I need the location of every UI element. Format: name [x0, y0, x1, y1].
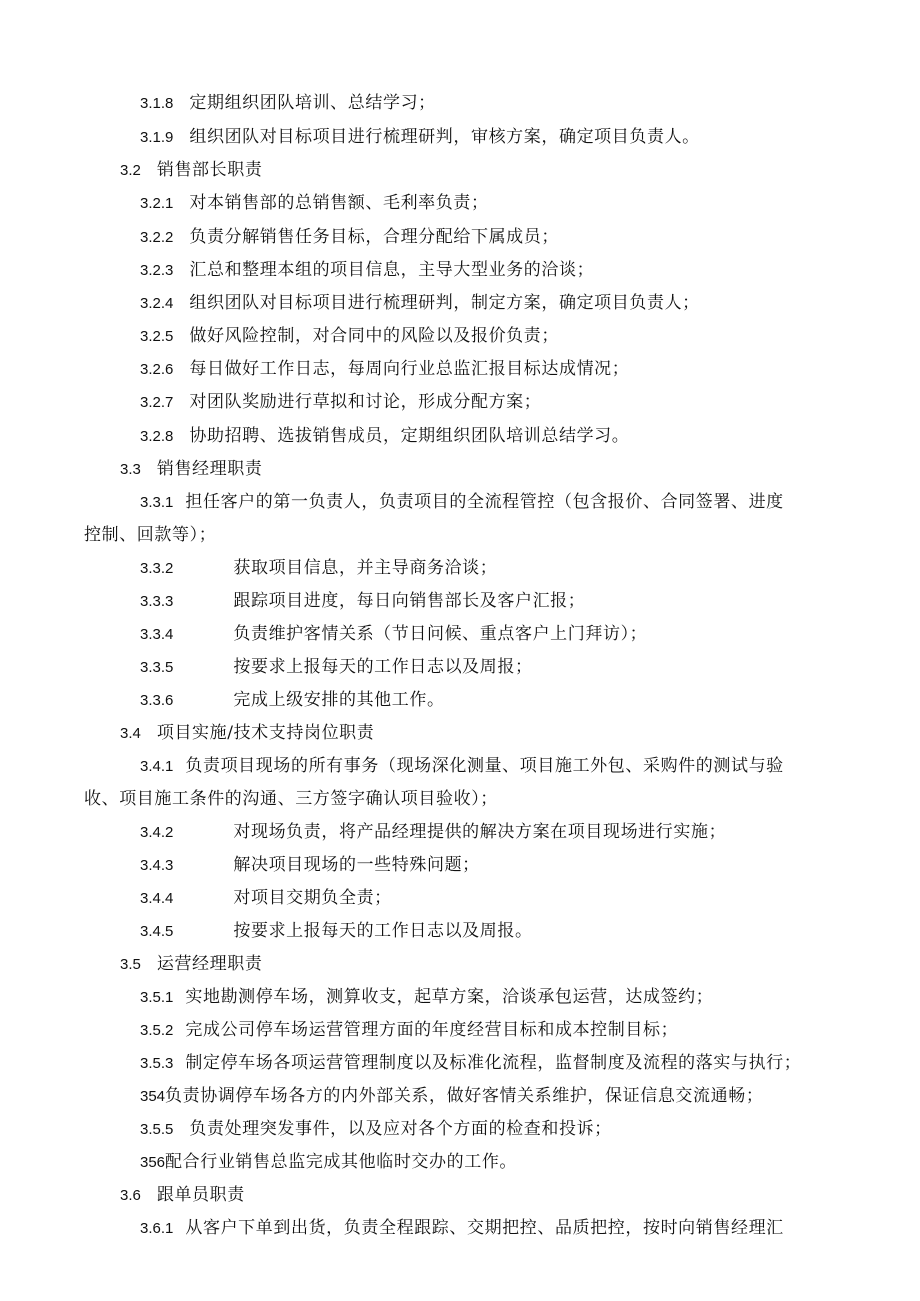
clause-3-4-1-continuation: [84, 788, 498, 810]
clause-3-5-1: [140, 986, 713, 1009]
clause-number: 3.4.2: [140, 824, 174, 841]
clause-3-2-3: [140, 259, 594, 282]
clause-3-5-3: [140, 1052, 801, 1075]
clause-text: 负责项目现场的所有事务（现场深化测量、项目施工外包、采购件的测试与验: [185, 756, 784, 776]
clause-text: 从客户下单到出货，负责全程跟踪、交期把控、品质把控，按时向销售经理汇: [185, 1218, 784, 1238]
clause-3-4-3: [140, 854, 480, 877]
clause-3-2-2: [140, 226, 559, 249]
clause-text: 汇总和整理本组的项目信息，主导大型业务的洽谈；: [189, 260, 595, 280]
clause-3-6-1: [140, 1217, 784, 1240]
clause-text: 每日做好工作日志，每周向行业总监汇报目标达成情况；: [189, 359, 630, 379]
clause-text: 完成公司停车场运营管理方面的年度经营目标和成本控制目标；: [185, 1020, 679, 1040]
clause-text: 对本销售部的总销售额、毛利率负责；: [189, 193, 489, 213]
clause-number: 3.2.8: [140, 428, 174, 445]
clause-number: 3.2.6: [140, 361, 174, 378]
clause-text: 负责分解销售任务目标，合理分配给下属成员；: [189, 227, 559, 247]
clause-text: 完成上级安排的其他工作。: [233, 690, 445, 710]
clause-number: 3.5.3: [140, 1055, 174, 1072]
clause-3-3-5: [140, 656, 533, 679]
section-title: 运营经理职责: [156, 954, 263, 974]
clause-3-2-4: [140, 292, 700, 315]
section-title: 销售经理职责: [156, 459, 263, 479]
clause-text: 配合行业销售总监完成其他临时交办的工作。: [165, 1152, 518, 1172]
clause-number: 3.5.2: [140, 1022, 174, 1039]
clause-text: 获取项目信息，并主导商务洽谈；: [233, 558, 498, 578]
clause-3-2-6: [140, 358, 629, 381]
clause-number: 3.6.1: [140, 1220, 174, 1237]
clause-number: 3.3.6: [140, 692, 174, 709]
clause-3-3-3: [140, 590, 585, 613]
section-number: 3.2: [120, 162, 141, 179]
clause-number: 3.3.4: [140, 626, 174, 643]
clause-number: 356: [140, 1154, 166, 1171]
clause-number: 3.2.2: [140, 229, 174, 246]
clause-3-4-5: [140, 920, 533, 943]
clause-text: 对现场负责，将产品经理提供的解决方案在项目现场进行实施；: [233, 822, 727, 842]
clause-3-4-1: [140, 755, 784, 778]
clause-text: 跟踪项目进度，每日向销售部长及客户汇报；: [233, 591, 586, 611]
clause-text: 按要求上报每天的工作日志以及周报。: [233, 921, 533, 941]
clause-number: 3.4.1: [140, 758, 174, 775]
clause-number: 3.2.5: [140, 328, 174, 345]
clause-text: 解决项目现场的一些特殊问题；: [233, 855, 480, 875]
clause-number: 3.3.3: [140, 593, 174, 610]
clause-number: 3.2.4: [140, 295, 174, 312]
clause-number: 354: [140, 1088, 166, 1105]
clause-text: 负责处理突发事件，以及应对各个方面的检查和投诉；: [189, 1119, 612, 1139]
clause-text: 做好风险控制，对合同中的风险以及报价负责；: [189, 326, 559, 346]
clause-3-1-9: [140, 126, 700, 149]
clause-3-4-2: [140, 821, 726, 844]
clause-3-2-5: [140, 325, 559, 348]
clause-number: 3.1.8: [140, 95, 174, 112]
clause-text: 组织团队对目标项目进行梳理研判，审核方案，确定项目负责人。: [189, 127, 700, 147]
clause-3-3-4: [140, 623, 647, 646]
clause-3-3-6: [140, 689, 445, 712]
clause-3-3-1: [140, 491, 784, 514]
clause-number: 3.2.3: [140, 262, 174, 279]
clause-number: 3.4.5: [140, 923, 174, 940]
clause-text: 定期组织团队培训、总结学习；: [189, 93, 436, 113]
clause-number: 3.5.5: [140, 1121, 174, 1138]
clause-text: 实地勘测停车场，测算收支，起草方案，洽谈承包运营，达成签约；: [185, 987, 714, 1007]
clause-number: 3.3.1: [140, 494, 174, 511]
clause-text: 收、项目施工条件的沟通、三方签字确认项目验收）；: [84, 789, 498, 809]
clause-number: 3.3.5: [140, 659, 174, 676]
clause-text: 对项目交期负全责；: [233, 888, 392, 908]
section-3-5-heading: [120, 953, 262, 976]
clause-text: 担任客户的第一负责人，负责项目的全流程管控（包含报价、合同签署、进度: [185, 492, 784, 512]
clause-number: 3.2.7: [140, 394, 174, 411]
section-number: 3.6: [120, 1187, 141, 1204]
section-title: 项目实施/技术支持岗位职责: [156, 723, 375, 743]
clause-text: 协助招聘、选拔销售成员，定期组织团队培训总结学习。: [189, 426, 630, 446]
clause-3-2-7: [140, 391, 541, 414]
clause-text: 按要求上报每天的工作日志以及周报；: [233, 657, 533, 677]
clause-3-2-1: [140, 192, 489, 215]
clause-text: 制定停车场各项运营管理制度以及标准化流程，监督制度及流程的落实与执行；: [185, 1053, 802, 1073]
clause-3-2-8: [140, 425, 629, 448]
section-number: 3.5: [120, 956, 141, 973]
clause-number: 3.3.2: [140, 560, 174, 577]
section-title: 跟单员职责: [156, 1185, 245, 1205]
clause-text: 组织团队对目标项目进行梳理研判，制定方案，确定项目负责人；: [189, 293, 700, 313]
section-3-3-heading: [120, 458, 262, 481]
clause-number: 3.4.3: [140, 857, 174, 874]
clause-3-3-2: [140, 557, 497, 580]
section-number: 3.3: [120, 461, 141, 478]
clause-3-3-1-continuation: [84, 524, 216, 546]
section-3-6-heading: [120, 1184, 245, 1207]
section-number: 3.4: [120, 725, 141, 742]
clause-number: 3.4.4: [140, 890, 174, 907]
clause-text: 负责协调停车场各方的内外部关系，做好客情关系维护，保证信息交流通畅；: [165, 1086, 764, 1106]
section-title: 销售部长职责: [156, 160, 263, 180]
section-3-4-heading: [120, 722, 374, 745]
clause-3-4-4: [140, 887, 392, 910]
clause-number: 3.2.1: [140, 195, 174, 212]
clause-3-1-8: [140, 92, 436, 115]
clause-text: 控制、回款等）；: [84, 525, 217, 545]
clause-354: [140, 1085, 763, 1108]
section-3-2-heading: [120, 159, 262, 182]
clause-text: 负责维护客情关系（节日问候、重点客户上门拜访）；: [233, 624, 648, 644]
clause-number: 3.1.9: [140, 129, 174, 146]
clause-3-5-2: [140, 1019, 678, 1042]
clause-3-5-5: [140, 1118, 612, 1141]
clause-text: 对团队奖励进行草拟和讨论，形成分配方案；: [189, 392, 542, 412]
clause-number: 3.5.1: [140, 989, 174, 1006]
clause-356: [140, 1151, 517, 1174]
